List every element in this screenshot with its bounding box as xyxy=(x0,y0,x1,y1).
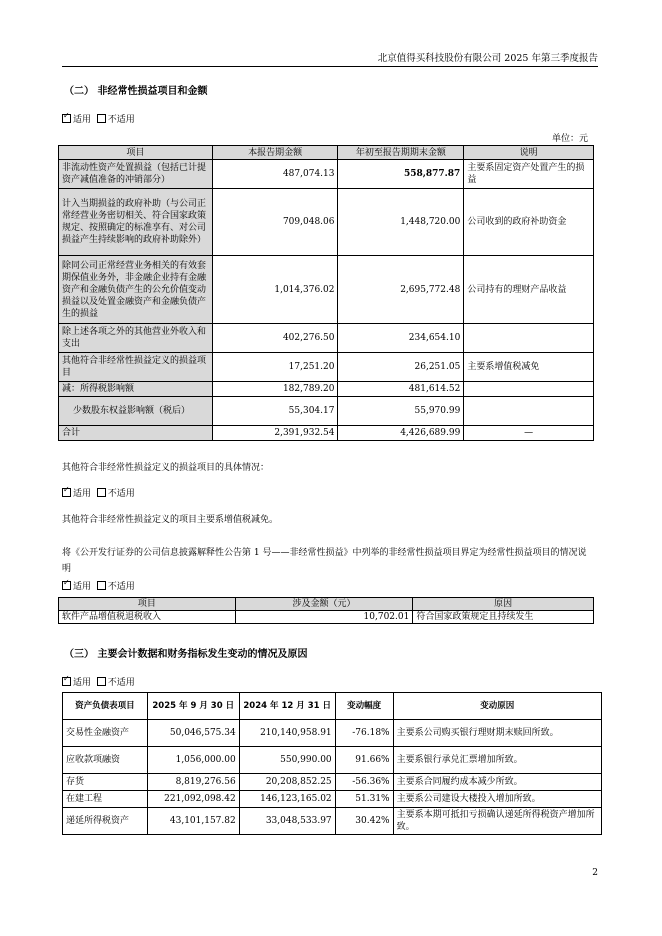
row-item: 减：所得税影响额 xyxy=(59,382,213,397)
row-change: 91.66% xyxy=(335,747,393,774)
row-current: 2,391,932.54 xyxy=(212,426,338,441)
row-reason: 主要系公司购买银行理财期末赎回所致。 xyxy=(393,720,601,747)
section3-title: （三） 主要会计数据和财务指标发生变动的情况及原因 xyxy=(64,649,308,660)
row-reason: 主要系合同履约成本减少所致。 xyxy=(393,774,601,791)
row-item: 应收款项融资 xyxy=(63,747,148,774)
row-item: 递延所得税资产 xyxy=(63,808,148,835)
section3-applicability xyxy=(62,675,135,688)
col-header-item: 项目 xyxy=(59,598,236,611)
section2-title: （二） 非经常性损益项目和金额 xyxy=(64,86,208,97)
row-change: 30.42% xyxy=(335,808,393,835)
col-header-current: 本报告期金额 xyxy=(212,146,338,160)
row-2024: 210,140,958.91 xyxy=(239,720,335,747)
col-header-item: 项目 xyxy=(59,146,213,160)
row-item: 合计 xyxy=(59,426,213,441)
row-change: 51.31% xyxy=(335,791,393,808)
table-row xyxy=(63,808,602,835)
row-note xyxy=(464,324,594,353)
row-change: -76.18% xyxy=(335,720,393,747)
applicable-label: 适用 xyxy=(73,115,92,125)
other-items-applicability xyxy=(62,486,135,499)
other-items-heading: 其他符合非经常性损益定义的损益项目的具体情况： xyxy=(62,463,270,473)
checked-box-icon xyxy=(62,488,71,497)
not-applicable-label: 不适用 xyxy=(107,678,135,688)
table-header-row xyxy=(59,146,594,160)
row-reason: 符合国家政策规定且持续发生 xyxy=(413,611,594,624)
col-header-2025: 2025 年 9 月 30 日 xyxy=(147,693,239,720)
not-applicable-label: 不适用 xyxy=(107,489,135,499)
checked-box-icon xyxy=(62,581,71,590)
recurring-items-table xyxy=(58,597,594,624)
table-row xyxy=(63,791,602,808)
col-header-item: 资产负债表项目 xyxy=(63,693,148,720)
row-2025: 8,819,276.56 xyxy=(147,774,239,791)
col-header-change: 变动幅度 xyxy=(335,693,393,720)
row-2025: 43,101,157.82 xyxy=(147,808,239,835)
row-ytd: 2,695,772.48 xyxy=(338,256,464,324)
row-item: 少数股东权益影响额（税后） xyxy=(59,397,213,426)
unchecked-box-icon xyxy=(97,114,106,123)
table-row xyxy=(59,382,594,397)
table-row xyxy=(59,353,594,382)
row-2024: 146,123,165.02 xyxy=(239,791,335,808)
applicable-label: 适用 xyxy=(73,678,92,688)
row-item: 除上述各项之外的其他营业外收入和支出 xyxy=(59,324,213,353)
row-2025: 221,092,098.42 xyxy=(147,791,239,808)
row-ytd: 26,251.05 xyxy=(338,353,464,382)
row-change: -56.36% xyxy=(335,774,393,791)
table-row xyxy=(59,256,594,324)
row-reason: 主要系银行承兑汇票增加所致。 xyxy=(393,747,601,774)
table-row xyxy=(59,611,594,624)
applicable-label: 适用 xyxy=(73,489,92,499)
row-amount: 10,702.01 xyxy=(235,611,413,624)
row-current: 17,251.20 xyxy=(212,353,338,382)
row-ytd: 234,654.10 xyxy=(338,324,464,353)
row-2024: 550,990.00 xyxy=(239,747,335,774)
table-row xyxy=(59,189,594,256)
table-row xyxy=(63,720,602,747)
row-note xyxy=(464,382,594,397)
row-current: 1,014,376.02 xyxy=(212,256,338,324)
recurring-applicability xyxy=(62,579,135,592)
unchecked-box-icon xyxy=(97,677,106,686)
row-note: 公司收到的政府补助资金 xyxy=(464,189,594,256)
row-item: 在建工程 xyxy=(63,791,148,808)
table-header-row xyxy=(63,693,602,720)
row-2025: 50,046,575.34 xyxy=(147,720,239,747)
row-2025: 1,056,000.00 xyxy=(147,747,239,774)
col-header-note: 说明 xyxy=(464,146,594,160)
table-row xyxy=(63,774,602,791)
header-rule xyxy=(62,66,598,67)
applicable-label: 适用 xyxy=(73,582,92,592)
balance-sheet-changes-table xyxy=(62,692,602,835)
row-item: 非流动性资产处置损益（包括已计提资产减值准备的冲销部分） xyxy=(59,160,213,189)
row-ytd: 55,970.99 xyxy=(338,397,464,426)
table-row xyxy=(59,324,594,353)
checked-box-icon xyxy=(62,114,71,123)
checked-box-icon xyxy=(62,677,71,686)
report-header: 北京值得买科技股份有限公司 2025 年第三季度报告 xyxy=(377,53,598,64)
row-reason: 主要系公司建设大楼投入增加所致。 xyxy=(393,791,601,808)
unchecked-box-icon xyxy=(97,488,106,497)
not-applicable-label: 不适用 xyxy=(107,115,135,125)
unit-label: 单位：元 xyxy=(551,134,588,144)
col-header-ytd: 年初至报告期期末金额 xyxy=(338,146,464,160)
table-row xyxy=(63,747,602,774)
col-header-reason: 变动原因 xyxy=(393,693,601,720)
row-note: 公司持有的理财产品收益 xyxy=(464,256,594,324)
row-current: 55,304.17 xyxy=(212,397,338,426)
col-header-amount: 涉及金额（元） xyxy=(235,598,413,611)
row-ytd: 4,426,689.99 xyxy=(338,426,464,441)
unchecked-box-icon xyxy=(97,581,106,590)
row-2024: 20,208,852.25 xyxy=(239,774,335,791)
row-item: 存货 xyxy=(63,774,148,791)
row-current: 402,276.50 xyxy=(212,324,338,353)
table-total-row xyxy=(59,426,594,441)
col-header-2024: 2024 年 12 月 31 日 xyxy=(239,693,335,720)
row-item: 计入当期损益的政府补助（与公司正常经营业务密切相关、符合国家政策规定、按照确定的标准享有、对公司损益产生持续影响的政府补助除外） xyxy=(59,189,213,256)
row-current: 709,048.06 xyxy=(212,189,338,256)
row-2024: 33,048,533.97 xyxy=(239,808,335,835)
row-item: 其他符合非经常性损益定义的损益项目 xyxy=(59,353,213,382)
row-item: 除同公司正常经营业务相关的有效套期保值业务外，非金融企业持有金融资产和金融负债产生的公允价值变动损益以及处置金融资产和金融负债产生的损益 xyxy=(59,256,213,324)
row-note xyxy=(464,397,594,426)
col-header-reason: 原因 xyxy=(413,598,594,611)
not-applicable-label: 不适用 xyxy=(107,582,135,592)
table-row xyxy=(59,160,594,189)
row-current: 487,074.13 xyxy=(212,160,338,189)
row-item: 交易性金融资产 xyxy=(63,720,148,747)
section2-applicability xyxy=(62,112,135,125)
recurring-items-text: 将《公开发行证券的公司信息披露解释性公告第 1 号——非经常性损益》中列举的非经常性损益项目界定为经常性损益项目的情况说明 xyxy=(62,548,587,574)
row-current: 182,789.20 xyxy=(212,382,338,397)
row-ytd: 558,877.87 xyxy=(338,160,464,189)
row-ytd: 1,448,720.00 xyxy=(338,189,464,256)
row-item: 软件产品增值税退税收入 xyxy=(59,611,236,624)
non-recurring-table xyxy=(58,145,594,441)
other-items-text: 其他符合非经常性损益定义的项目主要系增值税减免。 xyxy=(62,515,279,525)
row-note: 主要系增值税减免 xyxy=(464,353,594,382)
table-header-row xyxy=(59,598,594,611)
row-ytd: 481,614.52 xyxy=(338,382,464,397)
table-row xyxy=(59,397,594,426)
row-note: 主要系固定资产处置产生的损益 xyxy=(464,160,594,189)
row-note: — xyxy=(464,426,594,441)
page-number: 2 xyxy=(592,868,598,878)
row-reason: 主要系本期可抵扣亏损确认递延所得税资产增加所致。 xyxy=(393,808,601,835)
